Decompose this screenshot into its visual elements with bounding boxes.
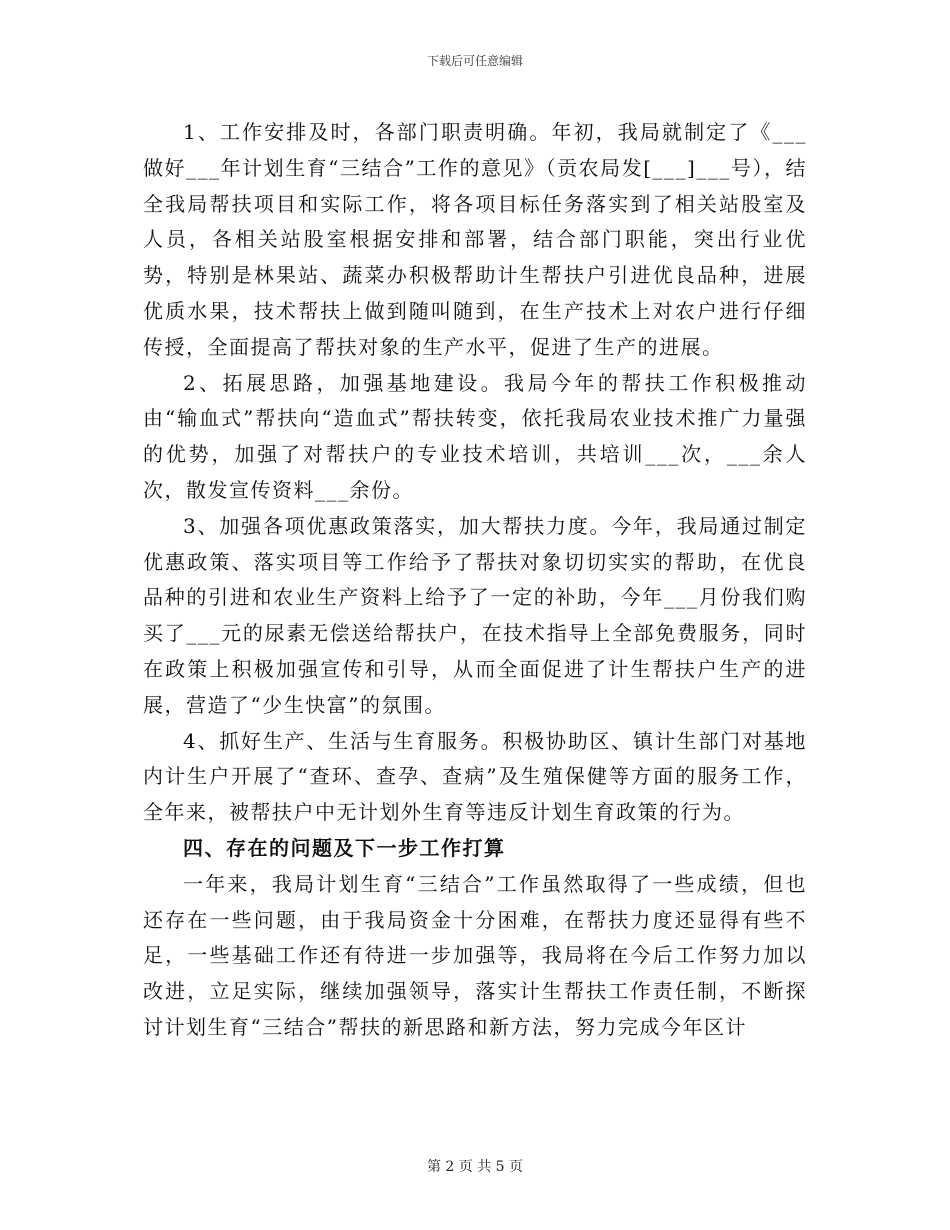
header-note: 下载后可任意编辑: [426, 54, 523, 68]
paragraph-1: 1、工作安排及时，各部门职责明确。年初，我局就制定了《___做好___年计划生育“三结合”工作的意见》（贡农局发[___]___号），结全我局帮扶项目和实际工作，将各项目标任务落实到了相关站股室及人员，各相关站股室根据安排和部署，结合部门职能，突出行业优势，特别是林果站、蔬菜办积极帮助计生帮扶户引进优良品种，进展优质水果，技术帮扶上做到随叫随到，在生产技术上对农户进行仔细传授，全面提高了帮扶对象的生产水平，促进了生产的进展。: [143, 120, 807, 359]
document-body: [143, 115, 807, 1046]
section-heading: 四、存在的问题及下一步工作打算: [183, 835, 506, 860]
paragraph-3: 3、加强各项优惠政策落实，加大帮扶力度。今年，我局通过制定优惠政策、落实项目等工作给予了帮扶对象切切实实的帮助，在优良品种的引进和农业生产资料上给予了一定的补助，今年___月份我们购买了___元的尿素无偿送给帮扶户，在技术指导上全部免费服务，同时在政策上积极加强宣传和引导，从而全面促进了计生帮扶户生产的进展，营造了“少生快富”的氛围。: [143, 513, 807, 717]
paragraph-4: 4、抓好生产、生活与生育服务。积极协助区、镇计生部门对基地内计生户开展了“查环、查孕、查病”及生殖保健等方面的服务工作，全年来，被帮扶户中无计划外生育等违反计划生育政策的行为。: [143, 728, 807, 825]
page-number: 第 2 页 共 5 页: [426, 1159, 524, 1175]
paragraph-2: 2、拓展思路，加强基地建设。我局今年的帮扶工作积极推动由“输血式”帮扶向“造血式”帮扶转变，依托我局农业技术推广力量强的优势，加强了对帮扶户的专业技术培训，共培训___次，___余人次，散发宣传资料___余份。: [143, 370, 807, 502]
paragraph-5: 一年来，我局计划生育“三结合”工作虽然取得了一些成绩，但也还存在一些问题，由于我局资金十分困难，在帮扶力度还显得有些不足，一些基础工作还有待进一步加强等，我局将在今后工作努力加以改进，立足实际，继续加强领导，落实计生帮扶工作责任制，不断探讨计划生育“三结合”帮扶的新思路和新方法，努力完成今年区计: [143, 871, 807, 1039]
